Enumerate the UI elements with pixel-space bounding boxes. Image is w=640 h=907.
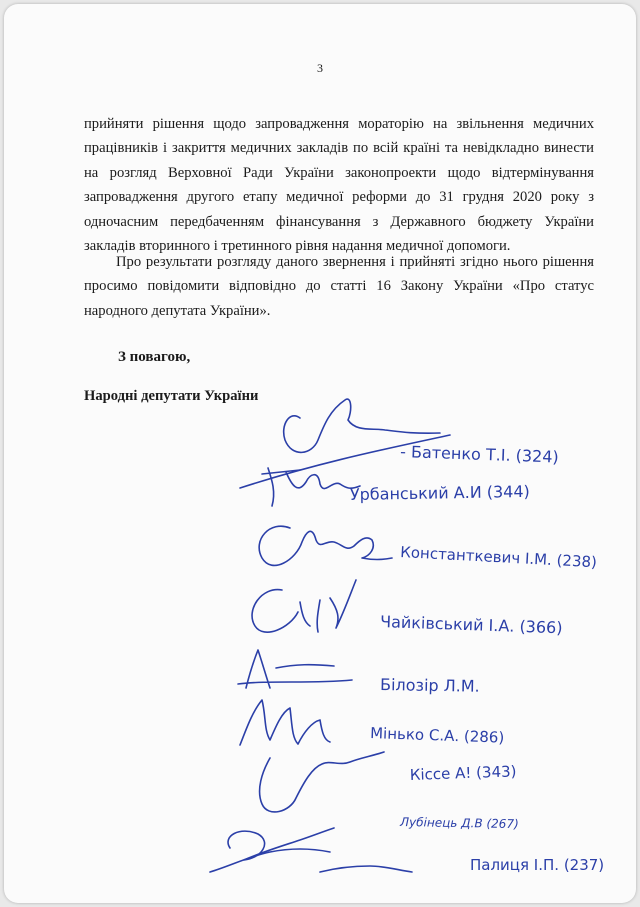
signature-scribble-7 [260,752,384,812]
signature-name-7: Кіссе А! (343) [409,762,517,784]
signature-name-8: Лубінець Д.В (267) [399,815,519,832]
signature-scribble-3 [259,526,392,565]
signer-title: Народні депутати України [84,388,259,404]
signature-name-6: Мінько С.А. (286) [369,724,505,747]
paragraph-1: прийняти рішення щодо запровадження мораторію на звільнення медичних працівників і закриття медичних закладів по всій країні та невідкладно винести на розгляд Верховної Ради України законопроекти щодо відтермінування запровадження другого етапу медичної реформи до 31 грудня 2020 року з одночасним передбаченням фінансування з Державного бюджету України закладів вторинного і третинного рівня надання медичної допомоги. [84,116,594,255]
signature-name-2: Урбанський А.И (344) [349,481,530,504]
page-number: 3 [317,61,323,75]
signature-name-4: Чайківський І.А. (366) [379,612,563,638]
signature-name-1: - Батенко Т.І. (324) [399,442,560,467]
signature-scribble-6 [240,700,330,745]
signature-scribble-2 [262,468,360,506]
signature-scribble-8 [228,828,334,860]
signature-scribble-9 [210,849,412,872]
signature-scribble-4 [252,580,356,632]
signature-name-5: Білозір Л.М. [379,675,480,696]
closing-salutation: З повагою, [118,349,191,365]
signature-scribble-5 [238,650,352,688]
signature-name-9: Палиця І.П. (237) [470,856,605,874]
signature-name-3: Константкевич І.М. (238) [399,543,598,572]
paragraph-2: Про результати розгляду даного звернення і прийняті згідно нього рішення просимо повідомити відповідно до статті 16 Закону України «Про статус народного депутата України». [84,254,594,319]
